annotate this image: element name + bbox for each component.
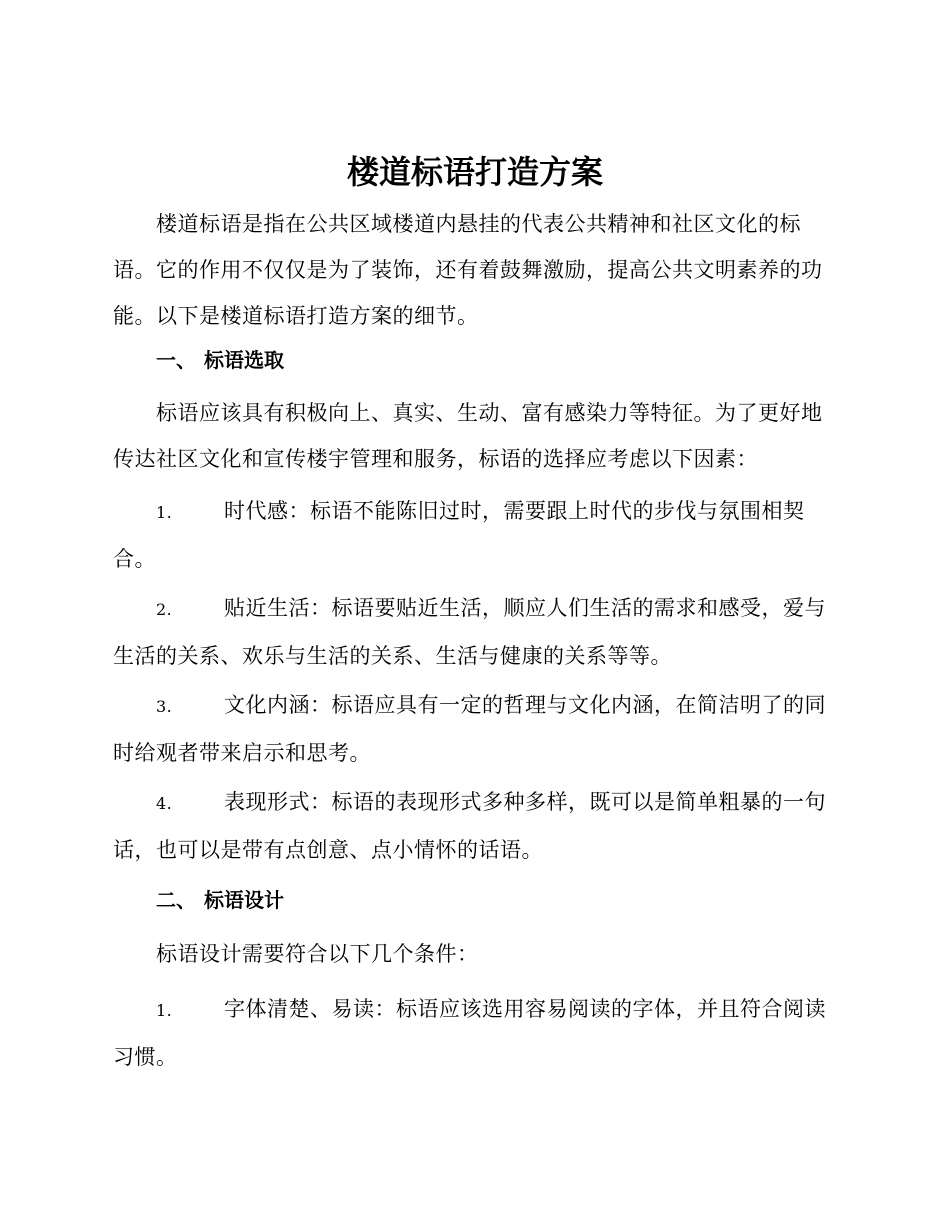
list-item-text: 字体清楚、易读：标语应该选用容易阅读的字体，并且符合阅读习惯。 xyxy=(113,997,826,1069)
section-heading-2 xyxy=(156,885,836,915)
section-1-lead: 标语应该具有积极向上、真实、生动、富有感染力等特征。为了更好地传达社区文化和宣传楼宇管理和服务，标语的选择应考虑以下因素： xyxy=(113,401,823,471)
list-item-number: 4. xyxy=(156,794,173,813)
list-item-text: 表现形式：标语的表现形式多种多样，既可以是简单粗暴的一句话，也可以是带有点创意、点小情怀的话语。 xyxy=(113,790,826,862)
list-item-number: 1. xyxy=(156,503,173,522)
list-item-number: 3. xyxy=(156,697,173,716)
list-item-number: 2. xyxy=(156,600,173,619)
list-item xyxy=(113,585,837,679)
intro-paragraph: 楼道标语是指在公共区域楼道内悬挂的代表公共精神和社区文化的标语。它的作用不仅仅是为了装饰，还有着鼓舞激励，提高公共文明素养的功能。以下是楼道标语打造方案的细节。 xyxy=(113,212,823,328)
list-item xyxy=(113,488,837,582)
section-number: 一、 xyxy=(156,348,196,372)
section-number: 二、 xyxy=(156,888,196,912)
section-heading-1 xyxy=(156,345,836,375)
section-title: 标语选取 xyxy=(204,348,284,372)
section-2-lead: 标语设计需要符合以下几个条件： xyxy=(156,942,479,966)
list-item xyxy=(113,682,837,776)
list-item-number: 1. xyxy=(156,1001,173,1020)
document-title: 楼道标语打造方案 xyxy=(346,153,603,191)
list-item-text: 文化内涵：标语应具有一定的哲理与文化内涵，在简洁明了的同时给观者带来启示和思考。 xyxy=(113,693,826,765)
list-item xyxy=(113,779,837,873)
section-title: 标语设计 xyxy=(204,888,284,912)
list-item-text: 贴近生活：标语要贴近生活，顺应人们生活的需求和感受，爱与生活的关系、欢乐与生活的关系、生活与健康的关系等等。 xyxy=(113,596,826,668)
list-item xyxy=(113,986,837,1080)
list-item-text: 时代感：标语不能陈旧过时，需要跟上时代的步伐与氛围相契合。 xyxy=(113,499,805,571)
